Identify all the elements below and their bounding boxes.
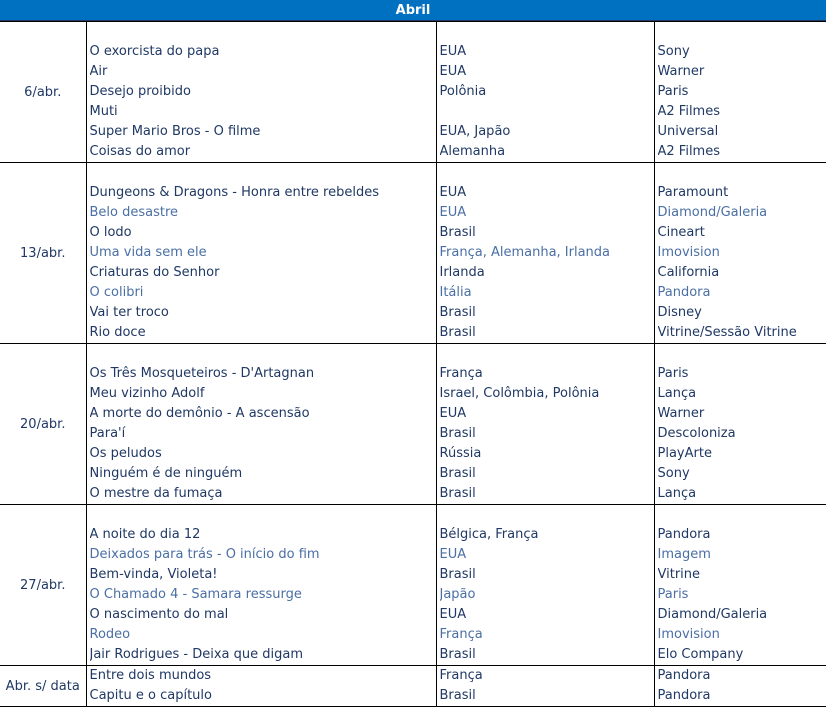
movie-distributor: Sony (657, 466, 690, 481)
movie-title: Vai ter troco (89, 305, 169, 320)
movie-title: A noite do dia 12 (89, 527, 201, 542)
movie-country: Brasil (439, 567, 476, 582)
column-country (436, 22, 654, 163)
movie-title: Jair Rodrigues - Deixa que digam (89, 647, 303, 662)
movie-distributor: A2 Filmes (657, 104, 720, 119)
movie-title: Os peludos (89, 446, 162, 461)
movie-country (440, 102, 654, 122)
movie-title: Muti (89, 104, 118, 119)
movie-country: EUA (439, 406, 467, 421)
release-date: 13/abr. (0, 163, 86, 344)
movie-title: Capitu e o capítulo (89, 688, 212, 703)
column-title (86, 666, 436, 707)
column-distributor (654, 163, 826, 344)
movie-country: EUA (439, 547, 467, 562)
movie-country: Japão (439, 587, 476, 602)
movie-country: Brasil (439, 466, 476, 481)
movie-country: França, Alemanha, Irlanda (439, 245, 611, 260)
movie-country: EUA (439, 205, 467, 220)
release-group (0, 163, 826, 344)
movie-country: Brasil (439, 688, 476, 703)
movie-title: Desejo proibido (89, 84, 191, 99)
movie-country: EUA (439, 64, 467, 79)
movie-country: Itália (439, 285, 472, 300)
movie-title: O mestre da fumaça (89, 486, 223, 501)
movie-distributor: Paramount (657, 185, 729, 200)
column-distributor (654, 22, 826, 163)
column-country (436, 163, 654, 344)
movie-distributor: Paris (657, 587, 689, 602)
column-title (86, 344, 436, 505)
movie-country: Bélgica, França (439, 527, 539, 542)
movie-distributor: Diamond/Galeria (657, 205, 768, 220)
movie-distributor: A2 Filmes (657, 144, 720, 159)
movie-distributor: Universal (657, 124, 719, 139)
movie-distributor: Imovision (657, 627, 720, 642)
movie-distributor: PlayArte (657, 446, 712, 461)
movie-title: Meu vizinho Adolf (89, 386, 205, 401)
movie-distributor: Diamond/Galeria (657, 607, 768, 622)
column-country (436, 666, 654, 707)
movie-title: Belo desastre (89, 205, 179, 220)
column-country (436, 344, 654, 505)
movie-country: EUA (439, 44, 467, 59)
movie-distributor: Pandora (657, 668, 711, 683)
movie-country: Brasil (439, 305, 476, 320)
column-title (86, 163, 436, 344)
movie-title: Deixados para trás - O início do fim (89, 547, 320, 562)
movie-country: França (439, 627, 483, 642)
movie-title: O colibri (89, 285, 144, 300)
movie-country: EUA (439, 185, 467, 200)
movie-title: Bem-vinda, Violeta! (89, 567, 218, 582)
release-group (0, 666, 826, 707)
movie-country: França (439, 668, 483, 683)
movie-distributor: Lança (657, 386, 697, 401)
month-header: Abril (0, 0, 826, 21)
movie-title: Uma vida sem ele (89, 245, 207, 260)
release-date: 20/abr. (0, 344, 86, 505)
column-title (86, 22, 436, 163)
release-date: 27/abr. (0, 505, 86, 666)
movie-distributor: Disney (657, 305, 702, 320)
movie-distributor: Pandora (657, 285, 711, 300)
movie-country: Brasil (439, 486, 476, 501)
movie-country: Israel, Colômbia, Polônia (439, 386, 600, 401)
movie-title: Super Mario Bros - O filme (89, 124, 261, 139)
movie-title: Ninguém é de ninguém (89, 466, 243, 481)
movie-title: Coisas do amor (89, 144, 191, 159)
movie-distributor: Sony (657, 44, 690, 59)
movie-country: EUA (439, 607, 467, 622)
movie-distributor: Warner (657, 406, 705, 421)
movie-title: Dungeons & Dragons - Honra entre rebeldes (89, 185, 379, 200)
column-country (436, 505, 654, 666)
movie-country: Irlanda (439, 265, 485, 280)
movie-distributor: Paris (657, 366, 689, 381)
movie-country: Alemanha (439, 144, 506, 159)
movie-country: França (439, 366, 483, 381)
movie-title: Os Três Mosqueteiros - D'Artagnan (89, 366, 315, 381)
movie-title: O lodo (89, 225, 132, 240)
movie-country: EUA, Japão (439, 124, 511, 139)
movie-country: Rússia (439, 446, 482, 461)
movie-title: Air (89, 64, 108, 79)
movie-title: Entre dois mundos (89, 668, 212, 683)
release-group (0, 344, 826, 505)
movie-title: Rio doce (89, 325, 146, 340)
release-date: Abr. s/ data (0, 666, 86, 707)
movie-country: Polônia (439, 84, 487, 99)
movie-distributor: Vitrine/Sessão Vitrine (657, 325, 797, 340)
movie-title: Para'í (89, 426, 126, 441)
movie-title: A morte do demônio - A ascensão (89, 406, 310, 421)
release-group (0, 505, 826, 666)
movie-distributor: Imovision (657, 245, 720, 260)
movie-distributor: Pandora (657, 527, 711, 542)
movie-distributor: Lança (657, 486, 697, 501)
movie-distributor: Descoloniza (657, 426, 736, 441)
column-distributor (654, 344, 826, 505)
movie-distributor: Paris (657, 84, 689, 99)
movie-country: Brasil (439, 325, 476, 340)
movie-distributor: Imagem (657, 547, 711, 562)
movie-country: Brasil (439, 647, 476, 662)
movie-distributor: Vitrine (657, 567, 701, 582)
movie-distributor: Cineart (657, 225, 705, 240)
column-distributor (654, 666, 826, 707)
column-distributor (654, 505, 826, 666)
release-date: 6/abr. (0, 22, 86, 163)
movie-title: O exorcista do papa (89, 44, 220, 59)
movie-title: Rodeo (89, 627, 131, 642)
movie-title: O Chamado 4 - Samara ressurge (89, 587, 302, 602)
movie-distributor: Warner (657, 64, 705, 79)
movie-title: Criaturas do Senhor (89, 265, 220, 280)
movie-distributor: Elo Company (657, 647, 744, 662)
movie-distributor: Pandora (657, 688, 711, 703)
movie-country: Brasil (439, 426, 476, 441)
release-table (0, 21, 826, 707)
column-title (86, 505, 436, 666)
movie-distributor: California (657, 265, 720, 280)
movie-title: O nascimento do mal (89, 607, 229, 622)
release-group (0, 22, 826, 163)
movie-country: Brasil (439, 225, 476, 240)
